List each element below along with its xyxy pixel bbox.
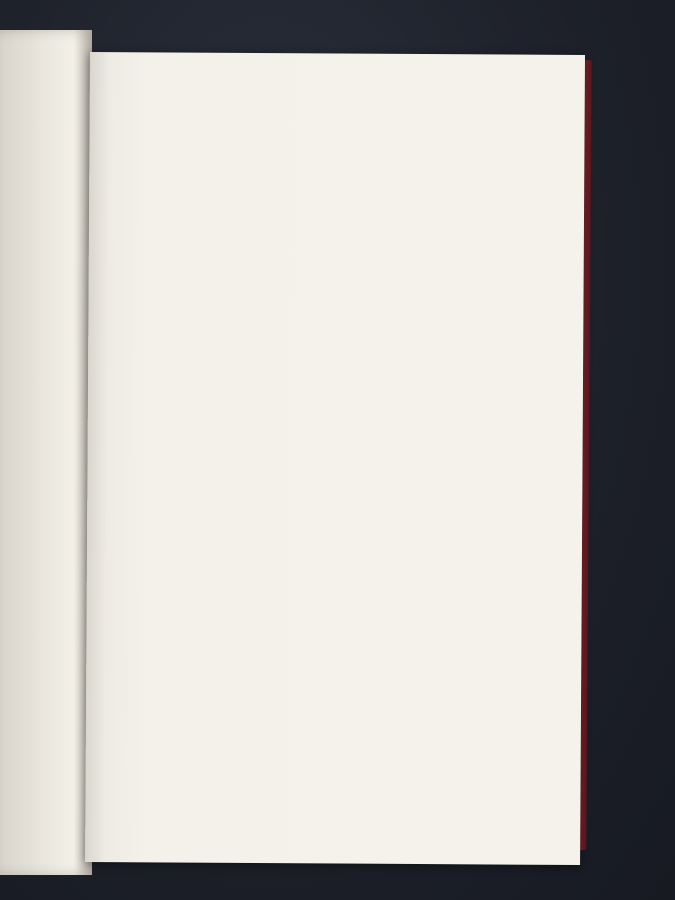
- right-page: [85, 52, 585, 865]
- body-text: [118, 116, 488, 118]
- left-page: [0, 30, 92, 875]
